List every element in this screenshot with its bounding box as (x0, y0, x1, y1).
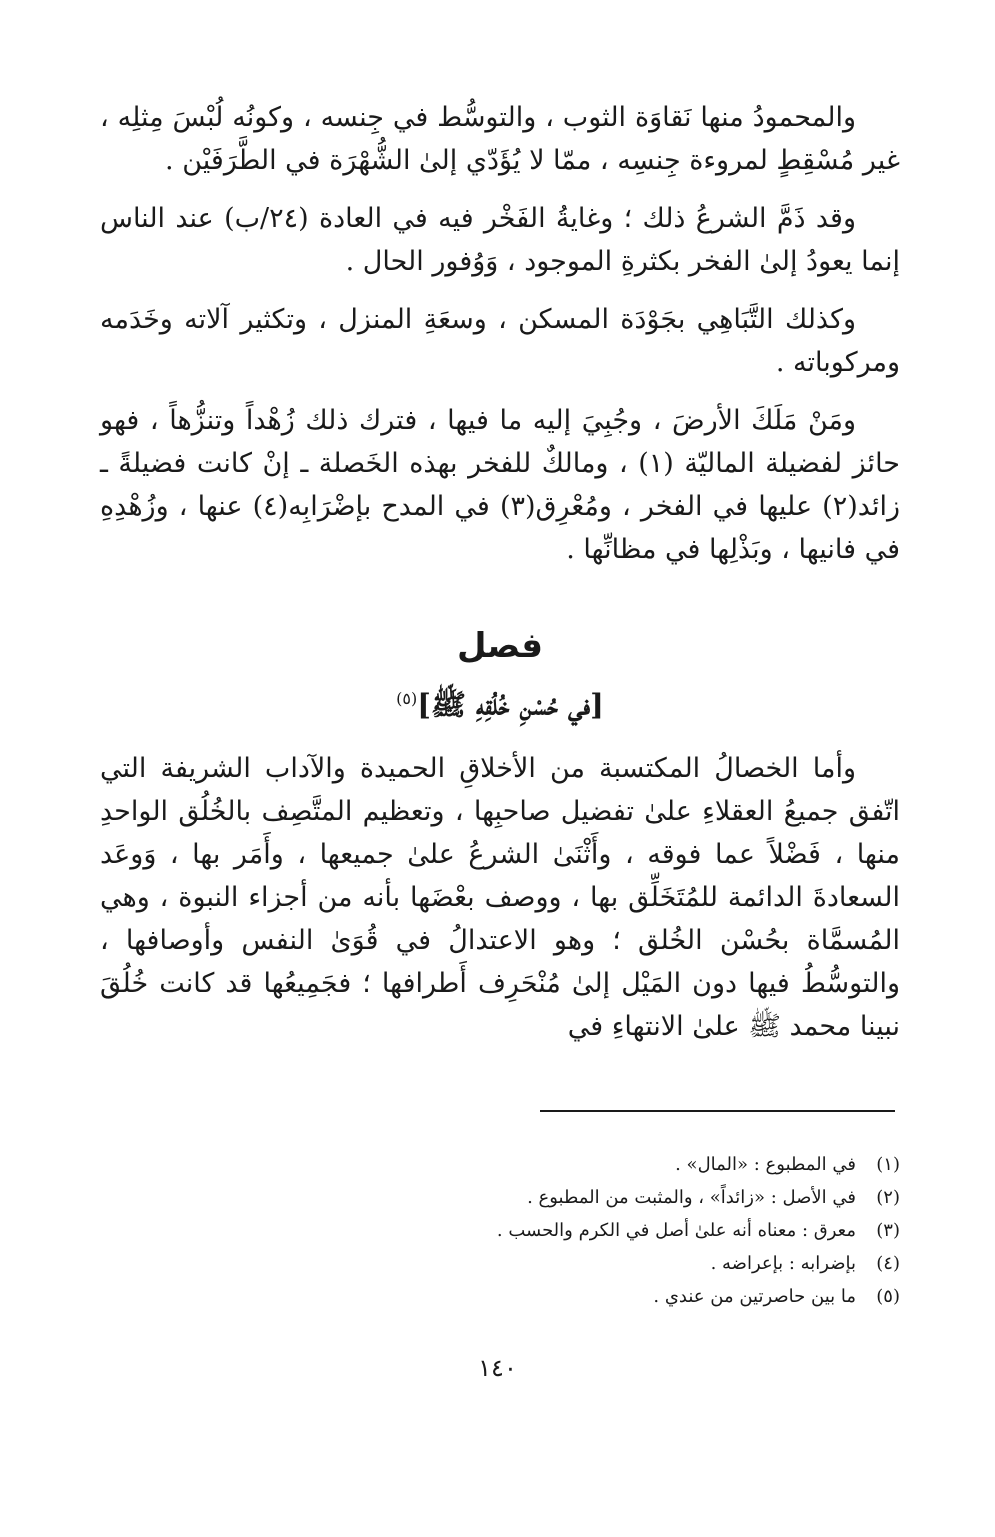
footnotes (100, 1148, 900, 1313)
footnote-number: (٥) (876, 1286, 900, 1307)
footnote-item (100, 1247, 900, 1280)
footnote-item (100, 1214, 900, 1247)
footnote-item (100, 1148, 900, 1181)
section-subheading-ref: (٥) (396, 689, 418, 708)
paragraph-1: والمحمودُ منها نَقاوَة الثوب ، والتوسُّط في جِنسه ، وكونُه لُبْسَ مِثلِه ، غير مُسْقِطٍ لمروءة جِنسِه ، ممّا لا يُؤَدّي إلىٰ الشُّهْرَة في الطَّرَفَيْن . (100, 102, 900, 176)
section-subheading-text: [في حُسْنِ خُلُقِهِ ﷺ] (417, 687, 604, 722)
page-body (100, 96, 900, 1063)
footnote-text: ما بين حاصرتين من عندي . (653, 1286, 856, 1307)
footnote-item (100, 1181, 900, 1214)
section-subheading (100, 677, 900, 727)
footnote-text: بإضرابه : بإعراضه . (710, 1253, 856, 1274)
section-paragraph: وأما الخصالُ المكتسبة من الأخلاقِ الحميدة والآداب الشريفة التي اتّفق جميعُ العقلاءِ علىٰ تفضيل صاحبِها ، وتعظيم المتَّصِف بالخُلُق الواحدِ منها ، فَضْلاً عما فوقه ، وأَثْنَىٰ الشرعُ علىٰ جميعها ، وأَمَر بها ، وَوعَد السعادةَ الدائمة للمُتَخَلِّق بها ، ووصف بعْضَها بأنه من أجزاء النبوة ، وهي المُسمَّاة بحُسْن الخُلق ؛ وهو الاعتدالُ في قُوَىٰ النفس وأوصافها ، والتوسُّطُ فيها دون المَيْل إلىٰ مُنْحَرِف أَطرافها ؛ فجَمِيعُها قد كانت خُلُقَ نبينا محمد ﷺ علىٰ الانتهاءِ في (100, 752, 900, 1042)
paragraph-2: وقد ذَمَّ الشرعُ ذلك ؛ وغايةُ الفَخْر فيه في العادة (٢٤/ب) عند الناس إنما يعودُ إلىٰ الفخر بكثرةِ الموجود ، وَوُفور الحال . (100, 203, 900, 277)
footnote-item (100, 1280, 900, 1313)
footnote-number: (١) (876, 1154, 900, 1175)
footnote-divider (540, 1110, 895, 1112)
page-number: ١٤٠ (478, 1354, 517, 1382)
footnote-text: في الأصل : «زائداً» ، والمثبت من المطبوع . (527, 1187, 856, 1208)
footnote-number: (٣) (876, 1220, 900, 1241)
footnote-text: في المطبوع : «المال» . (675, 1154, 856, 1175)
footnote-number: (٤) (876, 1253, 900, 1274)
footnote-number: (٢) (876, 1187, 900, 1208)
paragraph-3: وكذلك التَّبَاهِي بجَوْدَة المسكن ، وسعَةِ المنزل ، وتكثير آلاته وخَدَمه ومركوباته . (100, 304, 900, 378)
paragraph-4: ومَنْ مَلَكَ الأرضَ ، وجُبِيَ إليه ما فيها ، فترك ذلك زُهْداً وتنزُّهاً ، فهو حائز لفضيلة الماليّة (١) ، ومالكٌ للفخر بهذه الخَصلة ـ إنْ كانت فضيلةً ـ زائد(٢) عليها في الفخر ، ومُعْرِق(٣) في المدح بإضْرَابِه(٤) عنها ، وزُهْدِهِ في فانيها ، وبَذْلِها في مظانِّها . (100, 405, 900, 565)
footnote-text: معرق : معناه أنه علىٰ أصل في الكرم والحسب . (496, 1220, 856, 1241)
section-heading: فصل (456, 626, 544, 666)
